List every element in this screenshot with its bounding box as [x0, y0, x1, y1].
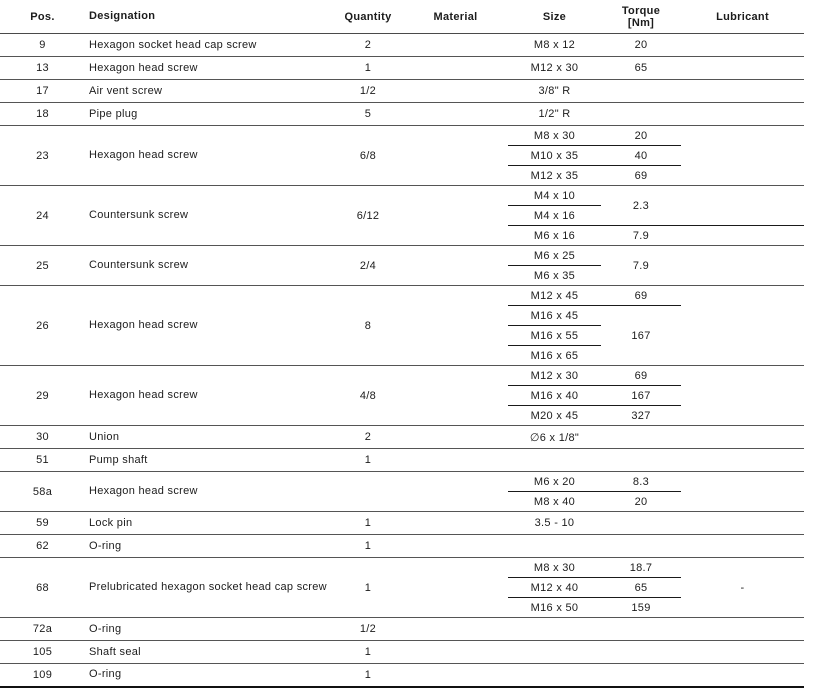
cell-size	[508, 618, 601, 641]
cell-designation: Hexagon head screw	[85, 366, 333, 426]
cell-torque: 69	[601, 166, 681, 186]
cell-size: M20 x 45	[508, 406, 601, 426]
cell-designation: Countersunk screw	[85, 246, 333, 286]
cell-designation: Air vent screw	[85, 80, 333, 103]
cell-torque	[601, 512, 681, 535]
cell-quantity: 1	[333, 535, 403, 558]
cell-lubricant	[681, 426, 804, 449]
table-row	[0, 103, 804, 126]
cell-material	[403, 664, 508, 687]
table-row	[0, 366, 804, 386]
cell-lubricant	[681, 618, 804, 641]
cell-torque: 167	[601, 386, 681, 406]
cell-pos: 25	[0, 246, 85, 286]
cell-material	[403, 186, 508, 246]
cell-material	[403, 126, 508, 186]
cell-size: M8 x 40	[508, 492, 601, 512]
cell-designation: Union	[85, 426, 333, 449]
cell-torque: 18.7	[601, 558, 681, 578]
cell-designation: Countersunk screw	[85, 186, 333, 246]
cell-pos: 58a	[0, 472, 85, 512]
cell-lubricant	[681, 80, 804, 103]
cell-size: M16 x 50	[508, 598, 601, 618]
cell-designation: Prelubricated hexagon socket head cap screw	[85, 558, 333, 618]
cell-size	[508, 449, 601, 472]
cell-material	[403, 80, 508, 103]
cell-pos: 72a	[0, 618, 85, 641]
table-row	[0, 512, 804, 535]
cell-pos: 23	[0, 126, 85, 186]
cell-size: M6 x 20	[508, 472, 601, 492]
cell-lubricant	[681, 664, 804, 687]
cell-pos: 30	[0, 426, 85, 449]
cell-size: M12 x 35	[508, 166, 601, 186]
cell-lubricant	[681, 366, 804, 426]
cell-size: 3/8" R	[508, 80, 601, 103]
col-header-quantity: Quantity	[333, 0, 403, 34]
cell-quantity: 2	[333, 34, 403, 57]
col-header-size: Size	[508, 0, 601, 34]
cell-lubricant	[681, 449, 804, 472]
cell-size: M12 x 30	[508, 57, 601, 80]
cell-material	[403, 246, 508, 286]
cell-designation: Lock pin	[85, 512, 333, 535]
cell-quantity	[333, 472, 403, 512]
cell-lubricant: -	[681, 558, 804, 618]
cell-designation: O-ring	[85, 535, 333, 558]
table-row	[0, 34, 804, 57]
cell-torque: 40	[601, 146, 681, 166]
cell-pos: 13	[0, 57, 85, 80]
cell-material	[403, 57, 508, 80]
cell-torque: 65	[601, 578, 681, 598]
cell-pos: 29	[0, 366, 85, 426]
cell-torque: 327	[601, 406, 681, 426]
cell-quantity: 1	[333, 641, 403, 664]
table-row	[0, 186, 804, 206]
cell-size: M6 x 16	[508, 226, 601, 246]
cell-torque	[601, 641, 681, 664]
cell-size	[508, 641, 601, 664]
cell-material	[403, 618, 508, 641]
cell-lubricant	[681, 34, 804, 57]
cell-size: M16 x 55	[508, 326, 601, 346]
cell-torque	[601, 80, 681, 103]
table-body	[0, 34, 804, 687]
cell-pos: 51	[0, 449, 85, 472]
cell-size: M16 x 65	[508, 346, 601, 366]
cell-designation: Hexagon head screw	[85, 57, 333, 80]
cell-torque	[601, 426, 681, 449]
cell-size: ∅6 x 1/8"	[508, 426, 601, 449]
col-header-pos: Pos.	[0, 0, 85, 34]
table-row	[0, 449, 804, 472]
cell-material	[403, 366, 508, 426]
cell-torque: 69	[601, 286, 681, 306]
cell-torque: 65	[601, 57, 681, 80]
cell-size	[508, 664, 601, 687]
table-row	[0, 286, 804, 306]
col-header-torque	[601, 0, 681, 34]
table-row	[0, 472, 804, 492]
cell-pos: 59	[0, 512, 85, 535]
cell-quantity: 1	[333, 664, 403, 687]
cell-size: M6 x 35	[508, 266, 601, 286]
cell-size: M4 x 10	[508, 186, 601, 206]
cell-lubricant	[681, 186, 804, 226]
cell-quantity: 1	[333, 57, 403, 80]
cell-quantity: 4/8	[333, 366, 403, 426]
cell-designation: Hexagon head screw	[85, 472, 333, 512]
cell-size: M16 x 40	[508, 386, 601, 406]
cell-torque: 2.3	[601, 186, 681, 226]
cell-size: M8 x 12	[508, 34, 601, 57]
cell-material	[403, 103, 508, 126]
cell-size: M8 x 30	[508, 126, 601, 146]
cell-lubricant	[681, 512, 804, 535]
cell-size: M16 x 45	[508, 306, 601, 326]
cell-torque: 7.9	[601, 246, 681, 286]
cell-lubricant	[681, 226, 804, 246]
table-header	[0, 0, 804, 34]
cell-lubricant	[681, 641, 804, 664]
cell-material	[403, 426, 508, 449]
table-row	[0, 535, 804, 558]
col-header-designation: Designation	[85, 0, 333, 34]
table-row	[0, 426, 804, 449]
table-row	[0, 126, 804, 146]
cell-torque: 159	[601, 598, 681, 618]
cell-torque: 20	[601, 34, 681, 57]
cell-material	[403, 34, 508, 57]
cell-size: M6 x 25	[508, 246, 601, 266]
cell-pos: 26	[0, 286, 85, 366]
table-row	[0, 558, 804, 578]
header-row	[0, 0, 804, 34]
cell-quantity: 2/4	[333, 246, 403, 286]
cell-material	[403, 512, 508, 535]
cell-size	[508, 535, 601, 558]
cell-size: M12 x 30	[508, 366, 601, 386]
col-header-lubricant: Lubricant	[681, 0, 804, 34]
col-header-torque-line2: [Nm]	[627, 16, 655, 29]
table-row	[0, 641, 804, 664]
cell-designation: Pipe plug	[85, 103, 333, 126]
col-header-material: Material	[403, 0, 508, 34]
cell-designation: Shaft seal	[85, 641, 333, 664]
cell-quantity: 1/2	[333, 80, 403, 103]
cell-designation: Hexagon socket head cap screw	[85, 34, 333, 57]
cell-quantity: 6/8	[333, 126, 403, 186]
table-row	[0, 618, 804, 641]
cell-designation: Hexagon head screw	[85, 126, 333, 186]
cell-material	[403, 558, 508, 618]
cell-torque	[601, 449, 681, 472]
cell-torque	[601, 103, 681, 126]
cell-torque	[601, 664, 681, 687]
cell-torque: 20	[601, 492, 681, 512]
cell-material	[403, 535, 508, 558]
cell-torque: 167	[601, 306, 681, 366]
cell-size: M12 x 40	[508, 578, 601, 598]
cell-quantity: 5	[333, 103, 403, 126]
cell-size: 3.5 - 10	[508, 512, 601, 535]
cell-lubricant	[681, 126, 804, 186]
cell-pos: 109	[0, 664, 85, 687]
cell-torque: 7.9	[601, 226, 681, 246]
cell-size: M12 x 45	[508, 286, 601, 306]
cell-lubricant	[681, 103, 804, 126]
cell-quantity: 1	[333, 512, 403, 535]
cell-designation: Pump shaft	[85, 449, 333, 472]
cell-torque	[601, 618, 681, 641]
cell-pos: 17	[0, 80, 85, 103]
col-header-torque-line1: Torque	[621, 4, 661, 17]
cell-quantity: 6/12	[333, 186, 403, 246]
cell-material	[403, 449, 508, 472]
cell-size: M4 x 16	[508, 206, 601, 226]
cell-pos: 62	[0, 535, 85, 558]
cell-size: 1/2" R	[508, 103, 601, 126]
cell-material	[403, 472, 508, 512]
cell-pos: 18	[0, 103, 85, 126]
table-row	[0, 57, 804, 80]
cell-lubricant	[681, 57, 804, 80]
cell-quantity: 1	[333, 449, 403, 472]
cell-torque: 20	[601, 126, 681, 146]
cell-lubricant	[681, 286, 804, 366]
cell-quantity: 2	[333, 426, 403, 449]
cell-pos: 68	[0, 558, 85, 618]
cell-quantity: 8	[333, 286, 403, 366]
cell-torque: 69	[601, 366, 681, 386]
cell-quantity: 1	[333, 558, 403, 618]
cell-lubricant	[681, 246, 804, 286]
cell-torque: 8.3	[601, 472, 681, 492]
cell-lubricant	[681, 472, 804, 512]
cell-designation: Hexagon head screw	[85, 286, 333, 366]
cell-lubricant	[681, 535, 804, 558]
cell-pos: 105	[0, 641, 85, 664]
cell-size: M8 x 30	[508, 558, 601, 578]
cell-material	[403, 641, 508, 664]
table-row	[0, 664, 804, 687]
cell-designation: O-ring	[85, 664, 333, 687]
cell-designation: O-ring	[85, 618, 333, 641]
cell-size: M10 x 35	[508, 146, 601, 166]
cell-material	[403, 286, 508, 366]
cell-quantity: 1/2	[333, 618, 403, 641]
cell-pos: 9	[0, 34, 85, 57]
table-row	[0, 80, 804, 103]
cell-torque	[601, 535, 681, 558]
table-row	[0, 246, 804, 266]
cell-pos: 24	[0, 186, 85, 246]
